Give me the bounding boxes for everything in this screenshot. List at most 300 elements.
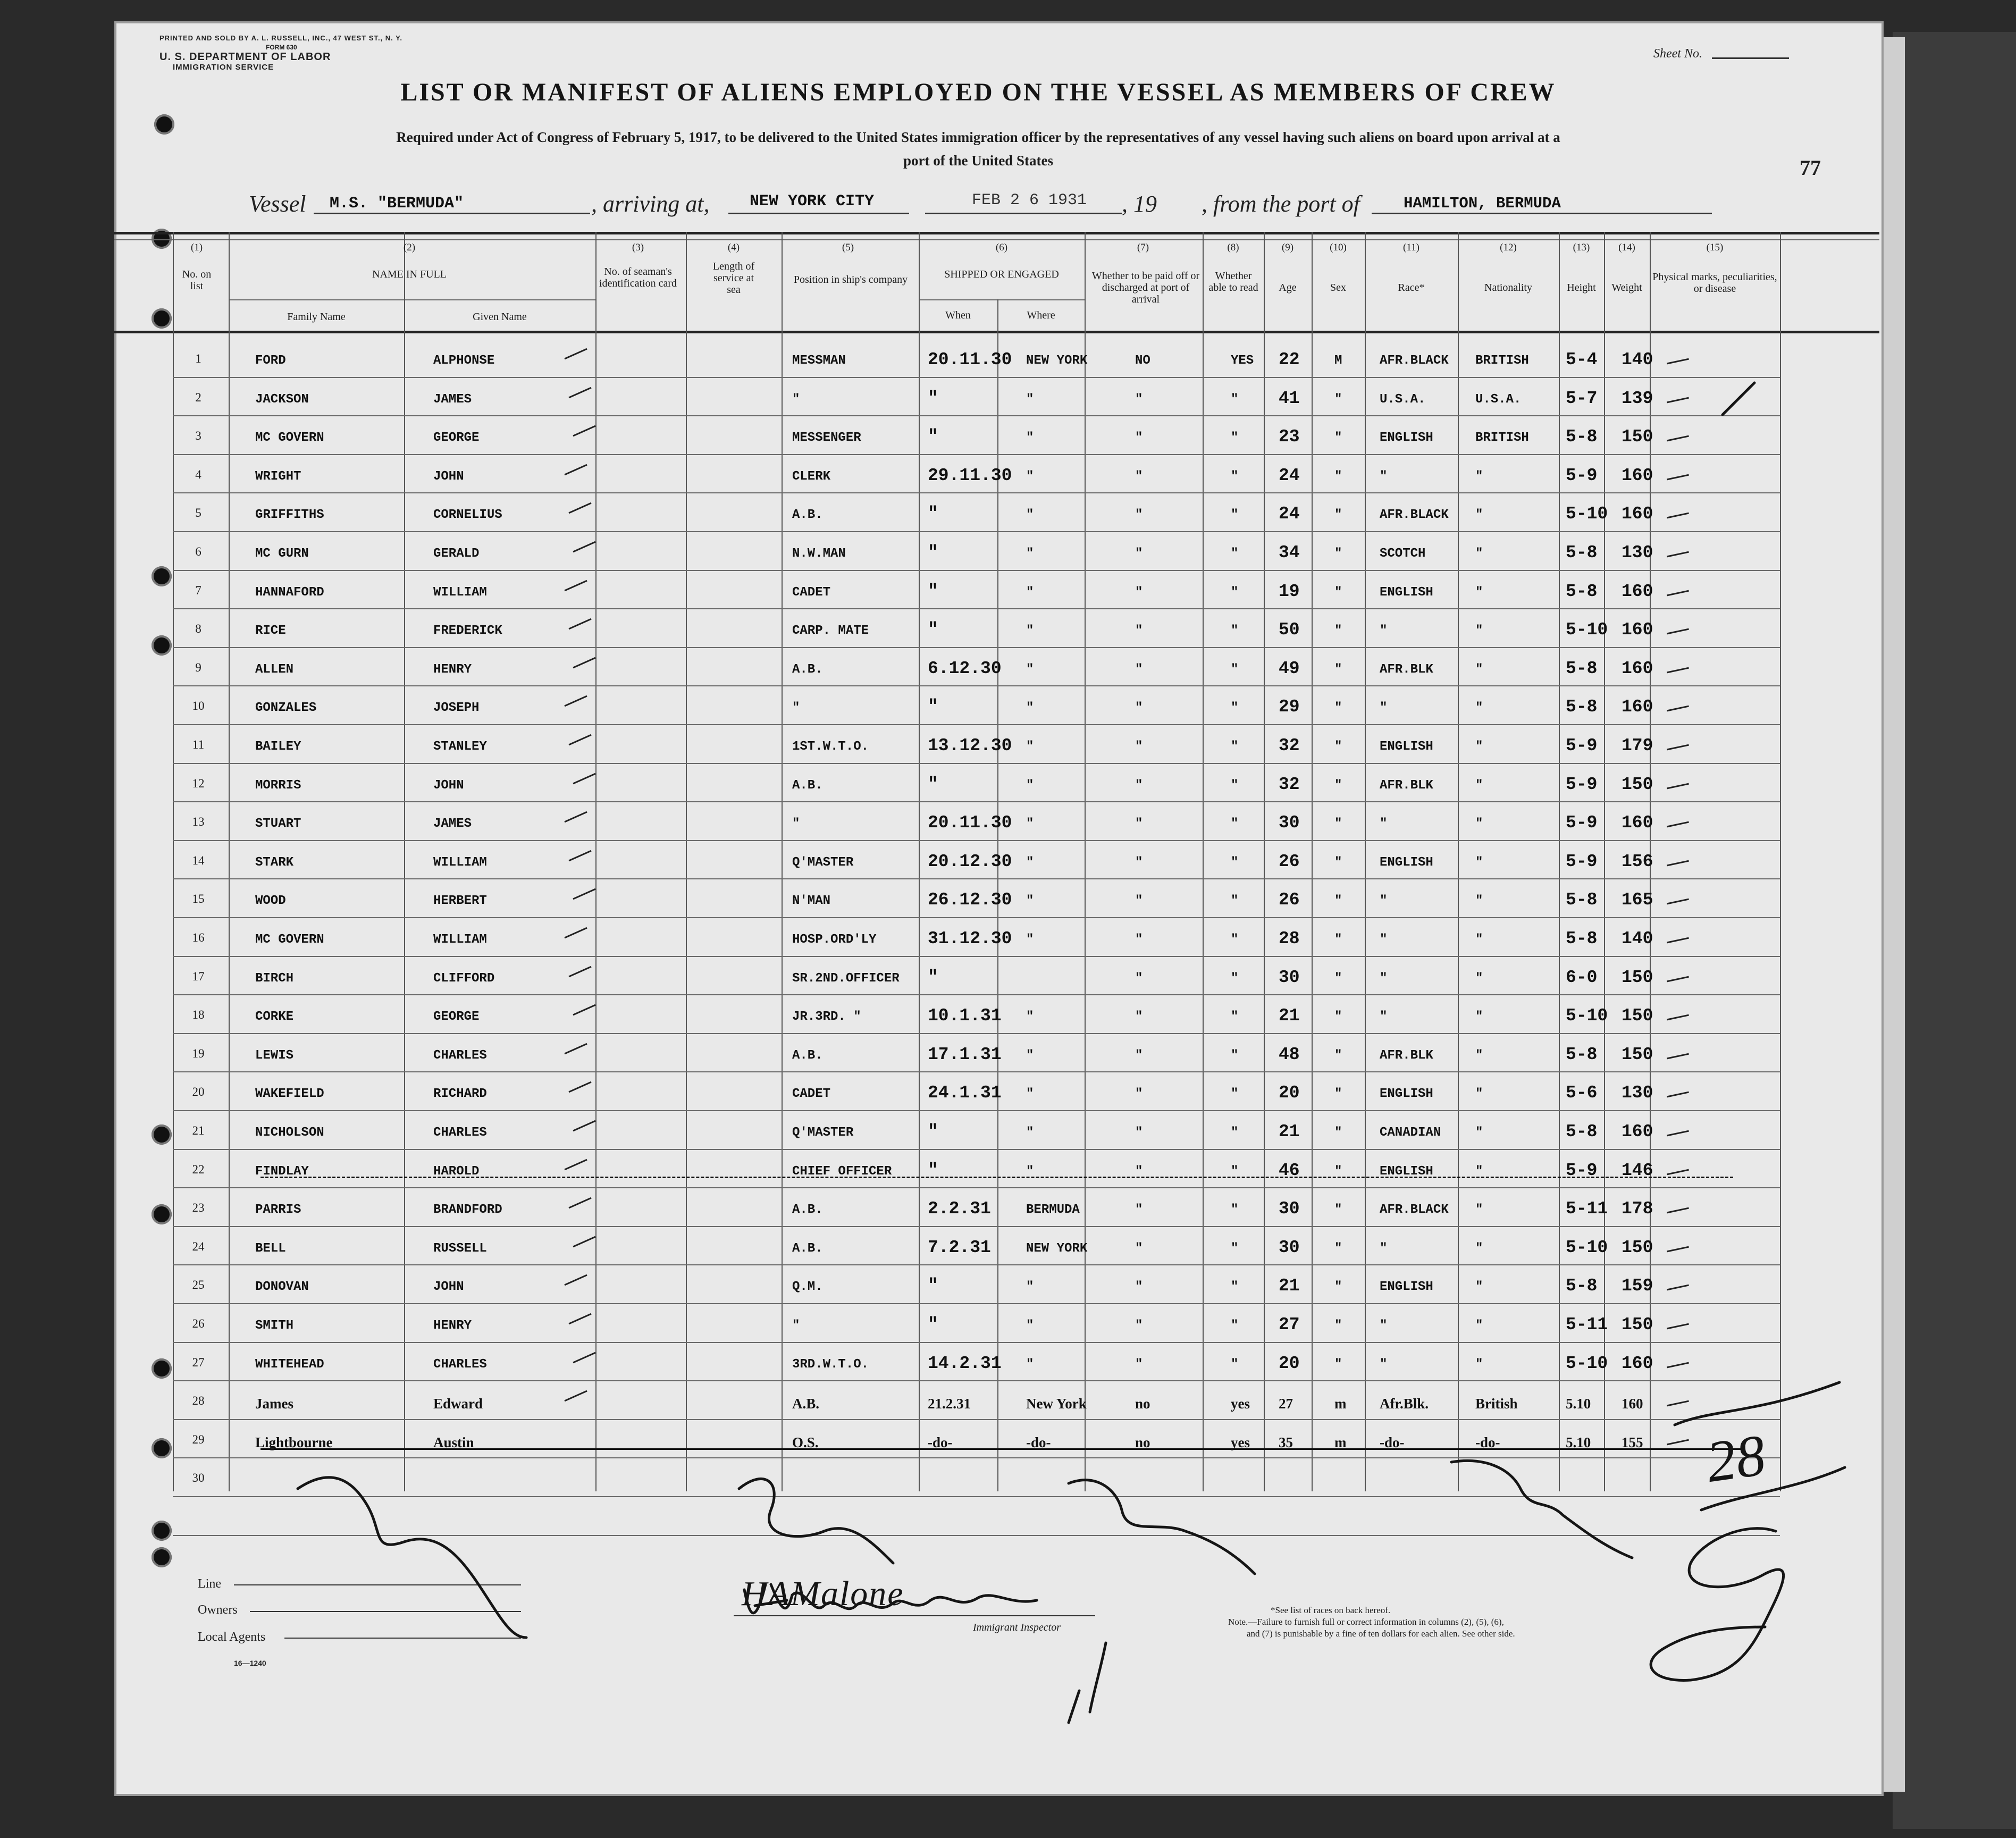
paid-off-cell: " [1135, 624, 1143, 638]
shipped-when-cell: 20.11.30 [928, 350, 1012, 370]
weight-cell: 146 [1622, 1161, 1653, 1180]
sex-cell: " [1334, 547, 1342, 561]
inspector-label: Immigrant Inspector [973, 1622, 1061, 1633]
col-8-header: Whether able to read [1208, 270, 1258, 293]
nationality-cell: " [1475, 740, 1483, 754]
paid-off-cell: " [1135, 1241, 1143, 1256]
sex-cell: " [1334, 1203, 1342, 1217]
shipped-when-cell: 7.2.31 [928, 1238, 991, 1257]
penalty-note-1: Note.—Failure to furnish full or correct information in columns (2), (5), (6), [1228, 1617, 1504, 1627]
row-number: 9 [195, 661, 201, 674]
weight-cell: 160 [1622, 620, 1653, 640]
family-name-cell: BIRCH [255, 971, 294, 986]
cancel-squiggle [298, 1478, 526, 1638]
family-name-cell: GONZALES [255, 701, 317, 715]
row-number: 8 [195, 622, 201, 635]
race-cell: AFR.BLACK [1380, 354, 1449, 368]
shipped-where-cell: NEW YORK [1026, 1241, 1088, 1256]
sex-cell: " [1334, 1357, 1342, 1372]
race-cell: ENGLISH [1380, 1280, 1433, 1294]
given-name-cell: JOHN [433, 469, 464, 484]
cancel-squiggle [1451, 1461, 1632, 1558]
age-cell: 32 [1279, 775, 1300, 794]
date-stamp: FEB 2 6 1931 [972, 191, 1087, 209]
able-to-read-cell: " [1231, 1241, 1239, 1256]
shipped-where-cell: " [1026, 547, 1034, 561]
sex-cell: M [1334, 354, 1342, 368]
paid-off-cell: " [1135, 431, 1143, 445]
family-name-cell: STUART [255, 817, 301, 831]
weight-cell: 165 [1622, 890, 1653, 910]
age-cell: 24 [1279, 466, 1300, 485]
position-cell: Q'MASTER [792, 1126, 854, 1140]
age-cell: 22 [1279, 350, 1300, 370]
nationality-cell: " [1475, 894, 1483, 908]
col-11-header: Race* [1398, 282, 1425, 293]
height-cell: 5-11 [1566, 1199, 1608, 1219]
height-cell: 5-9 [1566, 466, 1598, 485]
height-cell: 5-4 [1566, 350, 1598, 370]
position-cell: Q.M. [792, 1280, 823, 1294]
position-cell: MESSMAN [792, 354, 846, 368]
paid-off-cell: " [1135, 547, 1143, 561]
shipped-where-cell: " [1026, 1164, 1034, 1179]
from-port-label: , from the port of [1202, 191, 1360, 217]
nationality-cell: " [1475, 1241, 1483, 1256]
row-number: 19 [192, 1047, 205, 1060]
crew-total-handwritten: 28 [1702, 1422, 1769, 1495]
col-4-number: (4) [727, 242, 740, 253]
paid-off-cell: " [1135, 508, 1143, 522]
race-cell: ENGLISH [1380, 1164, 1433, 1179]
shipped-where-cell: " [1026, 778, 1034, 793]
col-15-header: Physical marks, peculiarities, or disease [1652, 271, 1777, 295]
family-name-cell: WHITEHEAD [255, 1357, 324, 1372]
family-name-cell: Lightbourne [255, 1434, 333, 1450]
subtitle-line-2: port of the United States [903, 153, 1053, 169]
nationality-cell: " [1475, 508, 1483, 522]
height-cell: 5-7 [1566, 389, 1598, 408]
paid-off-cell: " [1135, 855, 1143, 870]
margin-tick [1723, 383, 1754, 415]
nationality-cell: U.S.A. [1475, 392, 1522, 407]
height-cell: 5.10 [1566, 1434, 1591, 1450]
departure-port: HAMILTON, BERMUDA [1404, 195, 1561, 212]
paid-off-cell: no [1135, 1434, 1150, 1450]
race-cell: " [1380, 933, 1388, 947]
sex-cell: " [1334, 392, 1342, 407]
age-cell: 41 [1279, 389, 1300, 408]
family-name-cell: JACKSON [255, 392, 309, 407]
given-name-cell: JOHN [433, 778, 464, 793]
shipped-where-cell: " [1026, 1048, 1034, 1063]
sex-cell: " [1334, 1164, 1342, 1179]
shipped-when-cell: " [928, 1161, 938, 1180]
shipped-where-cell: " [1026, 894, 1034, 908]
inspector-signature: HAMalone [742, 1574, 904, 1613]
age-cell: 50 [1279, 620, 1300, 640]
able-to-read-cell: " [1231, 1087, 1239, 1101]
able-to-read-cell: " [1231, 1164, 1239, 1179]
age-cell: 30 [1279, 1238, 1300, 1257]
weight-cell: 150 [1622, 1045, 1653, 1064]
position-cell: " [792, 701, 800, 715]
height-cell: 5-8 [1566, 1122, 1598, 1142]
sex-cell: " [1334, 1087, 1342, 1101]
shipped-where-cell: " [1026, 1010, 1034, 1024]
row-number: 5 [195, 506, 201, 519]
row-number: 17 [192, 970, 205, 983]
row-number: 16 [192, 931, 205, 944]
shipped-when-cell: " [928, 504, 938, 524]
shipped-when-cell: " [928, 543, 938, 563]
paid-off-cell: " [1135, 1319, 1143, 1333]
paid-off-cell: " [1135, 469, 1143, 484]
cancel-squiggle [739, 1479, 893, 1563]
position-cell: A.B. [792, 1396, 820, 1412]
age-cell: 21 [1279, 1006, 1300, 1026]
given-name-cell: CHARLES [433, 1126, 487, 1140]
year-label: , 19 [1122, 191, 1157, 217]
col-13-header: Height [1567, 282, 1596, 293]
shipped-when-cell: " [928, 389, 938, 408]
race-cell: CANADIAN [1380, 1126, 1441, 1140]
sex-cell: " [1334, 508, 1342, 522]
age-cell: 20 [1279, 1083, 1300, 1103]
age-cell: 26 [1279, 852, 1300, 871]
position-cell: " [792, 392, 800, 407]
sex-cell: " [1334, 1280, 1342, 1294]
family-name-cell: RICE [255, 624, 286, 638]
paid-off-cell: " [1135, 701, 1143, 715]
able-to-read-cell: " [1231, 778, 1239, 793]
weight-cell: 150 [1622, 1006, 1653, 1026]
col-2-header: NAME IN FULL [372, 268, 447, 280]
vessel-label: Vessel [249, 191, 306, 217]
race-cell: AFR.BLK [1380, 778, 1433, 793]
shipped-where-cell: " [1026, 624, 1034, 638]
shipped-when-cell: " [928, 775, 938, 794]
shipped-when-cell: " [928, 620, 938, 640]
height-cell: 5-8 [1566, 929, 1598, 949]
weight-cell: 160 [1622, 582, 1653, 601]
department-name: U. S. DEPARTMENT OF LABOR [159, 51, 331, 63]
able-to-read-cell: " [1231, 1010, 1239, 1024]
position-cell: JR.3RD. " [792, 1010, 861, 1024]
given-name-cell: GEORGE [433, 431, 480, 445]
printer-credit: PRINTED AND SOLD BY A. L. RUSSELL, INC., 47 WEST ST., N. Y. [159, 34, 402, 42]
given-name-cell: CORNELIUS [433, 508, 502, 522]
arriving-label: , arriving at, [591, 191, 710, 217]
able-to-read-cell: " [1231, 624, 1239, 638]
family-name-cell: LEWIS [255, 1048, 294, 1063]
position-cell: 3RD.W.T.O. [792, 1357, 869, 1372]
age-cell: 46 [1279, 1161, 1300, 1180]
position-cell: N.W.MAN [792, 547, 846, 561]
family-name-cell: MORRIS [255, 778, 301, 793]
family-name-cell: James [255, 1396, 293, 1412]
family-name-cell: PARRIS [255, 1203, 301, 1217]
paid-off-cell: " [1135, 1280, 1143, 1294]
paid-off-cell: " [1135, 1087, 1143, 1101]
sex-cell: " [1334, 778, 1342, 793]
age-cell: 19 [1279, 582, 1300, 601]
given-name-cell: BRANDFORD [433, 1203, 502, 1217]
weight-cell: 155 [1622, 1434, 1643, 1450]
shipped-when-cell: " [928, 1122, 938, 1142]
weight-cell: 140 [1622, 350, 1653, 370]
age-cell: 26 [1279, 890, 1300, 910]
race-cell: AFR.BLK [1380, 662, 1433, 677]
shipped-when-cell: 20.11.30 [928, 813, 1012, 833]
age-cell: 35 [1279, 1434, 1293, 1450]
family-name-cell: FINDLAY [255, 1164, 309, 1179]
col-1-header: No. on list [182, 268, 212, 292]
owners-label: Owners [198, 1603, 238, 1617]
row-number: 26 [192, 1317, 205, 1330]
age-cell: 20 [1279, 1354, 1300, 1373]
age-cell: 21 [1279, 1122, 1300, 1142]
paid-off-cell: " [1135, 778, 1143, 793]
position-cell: CHIEF OFFICER [792, 1164, 892, 1179]
shipped-where-cell: " [1026, 740, 1034, 754]
shipped-when-cell: 13.12.30 [928, 736, 1012, 756]
paid-off-cell: " [1135, 1357, 1143, 1372]
given-name-cell: CHARLES [433, 1357, 487, 1372]
age-cell: 23 [1279, 427, 1300, 447]
family-name-cell: WRIGHT [255, 469, 301, 484]
col-6-number: (6) [995, 242, 1008, 253]
paid-off-cell: " [1135, 1010, 1143, 1024]
shipped-where-cell: " [1026, 431, 1034, 445]
position-cell: CARP. MATE [792, 624, 869, 638]
shipped-when-cell: 29.11.30 [928, 466, 1012, 485]
sex-cell: " [1334, 740, 1342, 754]
height-cell: 5-8 [1566, 890, 1598, 910]
race-cell: SCOTCH [1380, 547, 1426, 561]
position-cell: Q'MASTER [792, 855, 854, 870]
height-cell: 5-8 [1566, 427, 1598, 447]
race-cell: Afr.Blk. [1380, 1396, 1429, 1412]
race-cell: " [1380, 469, 1388, 484]
able-to-read-cell: " [1231, 662, 1239, 677]
height-cell: 5-8 [1566, 582, 1598, 601]
weight-cell: 156 [1622, 852, 1653, 871]
paid-off-cell: NO [1135, 354, 1150, 368]
col-2-number: (2) [403, 242, 416, 253]
given-name-cell: CHARLES [433, 1048, 487, 1063]
row-number: 2 [195, 391, 201, 404]
family-name-cell: MC GOVERN [255, 431, 324, 445]
col-4-header: Length of service at sea [712, 261, 755, 296]
shipped-when-cell: 6.12.30 [928, 659, 1002, 678]
able-to-read-cell: " [1231, 508, 1239, 522]
able-to-read-cell: " [1231, 855, 1239, 870]
row-number: 6 [195, 545, 201, 558]
race-cell: ENGLISH [1380, 740, 1433, 754]
nationality-cell: " [1475, 1126, 1483, 1140]
family-name-cell: MC GOVERN [255, 933, 324, 947]
paid-off-cell: " [1135, 894, 1143, 908]
row-number: 10 [192, 699, 205, 712]
height-cell: 5-8 [1566, 659, 1598, 678]
height-cell: 5-9 [1566, 736, 1598, 756]
row-number: 25 [192, 1278, 205, 1291]
given-name-cell: Austin [433, 1434, 474, 1450]
age-cell: 21 [1279, 1276, 1300, 1296]
weight-cell: 159 [1622, 1276, 1653, 1296]
race-cell: AFR.BLACK [1380, 1203, 1449, 1217]
family-name-cell: WAKEFIELD [255, 1087, 324, 1101]
nationality-cell: " [1475, 469, 1483, 484]
shipped-where-cell: " [1026, 662, 1034, 677]
col-3-number: (3) [632, 242, 644, 253]
shipped-where-cell: " [1026, 1280, 1034, 1294]
height-cell: 5-9 [1566, 813, 1598, 833]
paid-off-cell: " [1135, 971, 1143, 986]
race-cell: ENGLISH [1380, 855, 1433, 870]
weight-cell: 160 [1622, 466, 1653, 485]
line-label: Line [198, 1577, 221, 1591]
able-to-read-cell: YES [1231, 354, 1254, 368]
given-name-cell: JAMES [433, 392, 472, 407]
position-cell: A.B. [792, 778, 823, 793]
nationality-cell: " [1475, 701, 1483, 715]
weight-cell: 150 [1622, 1238, 1653, 1257]
sex-cell: " [1334, 624, 1342, 638]
nationality-cell: " [1475, 1164, 1483, 1179]
height-cell: 5-8 [1566, 1276, 1598, 1296]
position-cell: CADET [792, 1087, 831, 1101]
age-cell: 27 [1279, 1396, 1293, 1412]
position-cell: A.B. [792, 662, 823, 677]
weight-cell: 160 [1622, 697, 1653, 717]
page-title: LIST OR MANIFEST OF ALIENS EMPLOYED ON THE VESSEL AS MEMBERS OF CREW [400, 78, 1556, 106]
height-cell: 5-9 [1566, 852, 1598, 871]
height-cell: 5-8 [1566, 1045, 1598, 1064]
race-cell: " [1380, 1010, 1388, 1024]
shipped-when-cell: 14.2.31 [928, 1354, 1002, 1373]
nationality-cell: " [1475, 855, 1483, 870]
nationality-cell: " [1475, 585, 1483, 600]
shipped-where-cell: New York [1026, 1396, 1087, 1412]
race-cell: " [1380, 1319, 1388, 1333]
able-to-read-cell: " [1231, 971, 1239, 986]
able-to-read-cell: " [1231, 933, 1239, 947]
race-cell: U.S.A. [1380, 392, 1426, 407]
col-2-given-header: Given Name [473, 311, 527, 323]
sex-cell: " [1334, 1010, 1342, 1024]
col-6-where-header: Where [1027, 309, 1055, 321]
paid-off-cell: " [1135, 1126, 1143, 1140]
height-cell: 5.10 [1566, 1396, 1591, 1412]
nationality-cell: " [1475, 1048, 1483, 1063]
able-to-read-cell: " [1231, 431, 1239, 445]
col-12-header: Nationality [1484, 282, 1532, 293]
able-to-read-cell: yes [1231, 1434, 1250, 1450]
position-cell: CADET [792, 585, 831, 600]
sex-cell: " [1334, 933, 1342, 947]
weight-cell: 178 [1622, 1199, 1653, 1219]
position-cell: MESSENGER [792, 431, 861, 445]
col-5-header: Position in ship's company [793, 274, 908, 286]
sex-cell: " [1334, 971, 1342, 986]
row-number: 23 [192, 1201, 205, 1214]
form-code: 16—1240 [234, 1659, 266, 1667]
paid-off-cell: " [1135, 740, 1143, 754]
shipped-when-cell: 24.1.31 [928, 1083, 1002, 1103]
given-name-cell: RUSSELL [433, 1241, 487, 1256]
weight-cell: 150 [1622, 1315, 1653, 1335]
height-cell: 5-6 [1566, 1083, 1598, 1103]
row-number: 18 [192, 1008, 205, 1021]
row-number: 27 [192, 1356, 205, 1369]
col-9-number: (9) [1281, 242, 1294, 253]
nationality-cell: BRITISH [1475, 431, 1529, 445]
weight-cell: 139 [1622, 389, 1653, 408]
shipped-where-cell: " [1026, 855, 1034, 870]
col-14-number: (14) [1618, 242, 1635, 253]
given-name-cell: JAMES [433, 817, 472, 831]
family-name-cell: FORD [255, 354, 286, 368]
weight-cell: 150 [1622, 775, 1653, 794]
shipped-where-cell: " [1026, 817, 1034, 831]
race-cell: " [1380, 701, 1388, 715]
able-to-read-cell: " [1231, 1048, 1239, 1063]
position-cell: O.S. [792, 1434, 819, 1450]
shipped-where-cell: " [1026, 585, 1034, 600]
shipped-where-cell: " [1026, 1319, 1034, 1333]
shipped-when-cell: 10.1.31 [928, 1006, 1002, 1026]
family-name-cell: BAILEY [255, 740, 301, 754]
sex-cell: " [1334, 585, 1342, 600]
paid-off-cell: " [1135, 1203, 1143, 1217]
race-cell: " [1380, 894, 1388, 908]
given-name-cell: HENRY [433, 662, 472, 677]
position-cell: SR.2ND.OFFICER [792, 971, 900, 986]
sex-cell: m [1334, 1396, 1347, 1412]
nationality-cell: " [1475, 817, 1483, 831]
given-name-cell: CLIFFORD [433, 971, 495, 986]
page-number: 77 [1800, 156, 1821, 180]
shipped-where-cell: BERMUDA [1026, 1203, 1080, 1217]
row-number: 28 [192, 1394, 205, 1407]
local-agents-label: Local Agents [198, 1630, 266, 1644]
family-name-cell: ALLEN [255, 662, 294, 677]
nationality-cell: " [1475, 933, 1483, 947]
nationality-cell: " [1475, 778, 1483, 793]
race-cell: ENGLISH [1380, 585, 1433, 600]
shipped-when-cell: " [928, 427, 938, 447]
given-name-cell: GEORGE [433, 1010, 480, 1024]
col-15-number: (15) [1706, 242, 1724, 253]
able-to-read-cell: " [1231, 1319, 1239, 1333]
family-name-cell: STARK [255, 855, 294, 870]
paid-off-cell: " [1135, 1048, 1143, 1063]
given-name-cell: JOHN [433, 1280, 464, 1294]
age-cell: 28 [1279, 929, 1300, 949]
col-6-header: SHIPPED OR ENGAGED [944, 268, 1059, 280]
race-cell: AFR.BLK [1380, 1048, 1433, 1063]
height-cell: 5-8 [1566, 543, 1598, 563]
weight-cell: 150 [1622, 968, 1653, 987]
given-name-cell: WILLIAM [433, 585, 487, 600]
penalty-note-2: and (7) is punishable by a fine of ten dollars for each alien. See other side. [1247, 1629, 1515, 1639]
sex-cell: " [1334, 662, 1342, 677]
family-name-cell: SMITH [255, 1319, 294, 1333]
position-cell: " [792, 1319, 800, 1333]
races-footnote: *See list of races on back hereof. [1271, 1605, 1391, 1615]
